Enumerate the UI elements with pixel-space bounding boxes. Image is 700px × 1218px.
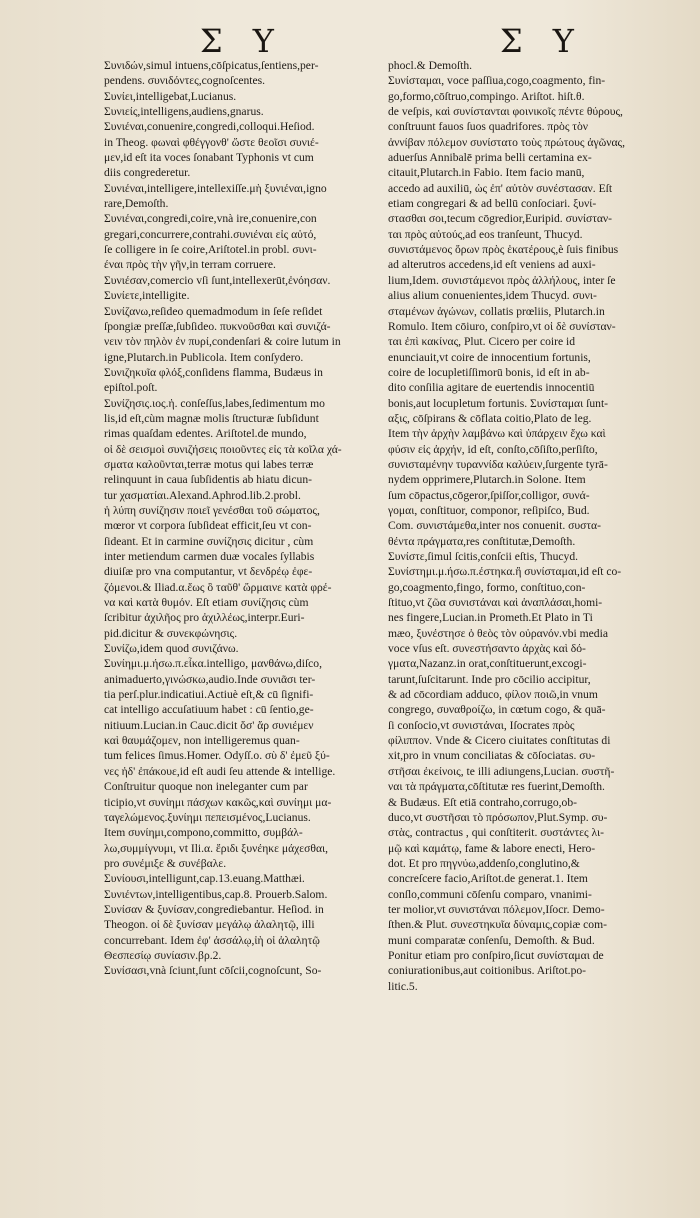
text-line: αξις, cōſpirans & cōflata coitio,Plato de leg. xyxy=(388,411,592,425)
text-line: citauit,Plutarch.in Fabio. Item facio manū, xyxy=(388,166,585,180)
header-letters-right: Σ Υ xyxy=(500,22,584,60)
text-line: Θεσπεσίῳ συνίασιν.βρ.2. xyxy=(104,948,222,962)
text-line: diis congrederetur. xyxy=(104,166,191,180)
text-line: conſtruunt fauos ſuos quadrifores. πρὸς τὸν xyxy=(388,120,589,134)
text-line: diuiſæ pro vna computantur, vt δενδρέῳ ἐφε- xyxy=(104,565,313,579)
text-line: λω,συμμίγνυμι, vt Ili.α. ἔριδι ξυνέηκε μάχεσθαι, xyxy=(104,841,329,855)
text-line: Com. συνιστάμεθα,inter nos conuenit. συστα- xyxy=(388,519,601,533)
text-line: ticipio,vt συνίημι πάσχων κακῶς,καὶ συνίημι μα- xyxy=(104,795,332,809)
text-line: nitiuum.Lucian.in Cauc.dicit ὅσ' ἄρ συνιέμεν xyxy=(104,718,314,732)
text-line: tarunt,ſuſcitarunt. Inde pro cōcilio accipitur, xyxy=(388,672,591,686)
text-line: aduerſus Annibalē prima belli certamina ex- xyxy=(388,151,592,165)
text-line: Συνίημι.μ.ήσω.π.εἶκα.intelligo, μανθάνω,diſco, xyxy=(104,657,323,671)
text-line: νες ἠδ' ἐπάκουε,id eſt audi ſeu attende & intellige. xyxy=(104,764,336,778)
text-line: ad alterutros accedens,id eſt veniens ad auxi- xyxy=(388,258,596,272)
text-line: ſcribitur ἀχιλῆος pro ἀχιλλέως,interpr.Euri- xyxy=(104,611,305,625)
text-line: go,coagmento,fingo, formo, conſtituo,con- xyxy=(388,580,586,594)
text-line: ζόμενοι.& Iliad.α.ἕως ὃ ταῦθ' ὥρμαινε κατὰ φρέ- xyxy=(104,580,332,594)
text-line: ſideant. Et in carmine συνίζησις dicitur , cùm xyxy=(104,534,314,548)
text-line: θέντα πράγματα,res conſtitutæ,Demoſth. xyxy=(388,534,576,548)
text-line: igne,Plutarch.in Publicola. Item conſydero. xyxy=(104,350,304,364)
text-line: pendens. συνιδόντες,cognoſcentes. xyxy=(104,74,266,88)
text-line: coire de locupletiſſimorū bonis, id eſt in ab- xyxy=(388,365,590,379)
text-line: Συνίσαν & ξυνίσαν,congrediebantur. Heſiod. in xyxy=(104,902,324,916)
text-line: Conſtruitur quoque non ineleganter cum par xyxy=(104,780,308,794)
text-line: epiſtol.poſt. xyxy=(104,381,158,395)
text-line: ſpongiæ preſſæ,ſubſideo. πυκνοῦσθαι καὶ συνιζά- xyxy=(104,319,331,333)
text-line: go,formo,cōſtruo,compingo. Ariſtot. hiſt.θ. xyxy=(388,89,585,103)
text-line: να καὶ κατὰ θυμόν. Eſt etiam συνίζησις cùm xyxy=(104,596,309,610)
text-line: pro συνέμιξε & συνέβαλε. xyxy=(104,856,227,870)
text-line: Συνίει,intelligebat,Lucianus. xyxy=(104,89,237,103)
text-line: ναι τὰ πράγματα,cōſtitutæ res fuerint,Demoſth. xyxy=(388,780,605,794)
text-line: σταμένων ἀγώνων, collatis prœliis, Plutarch.in xyxy=(388,304,605,318)
text-line: dot. Et pro πηγνύω,addenſo,conglutino,& xyxy=(388,856,580,870)
text-line: & Budæus. Eſt etiā contraho,corrugo,ob- xyxy=(388,795,578,809)
text-line: στὰς, contractus , qui conſtiterit. συστάντες λι- xyxy=(388,826,604,840)
header-letters-left: Σ Υ xyxy=(200,22,284,60)
text-line: relinquunt in caua ſubſidentis ab hiatu dicun- xyxy=(104,473,312,487)
text-line: μεν,id eſt ita voces ſonabant Typhonis vt cum xyxy=(104,151,314,165)
text-line: mœror vt corpora ſubſideat efficit,ſeu vt con- xyxy=(104,519,312,533)
text-line: ἡ λύπη συνίζησιν ποιεῖ γενέσθαι τοῦ σώματος, xyxy=(104,503,320,517)
text-line: lis,id eſt,cùm magnæ molis ſtructuræ ſubſidunt xyxy=(104,411,319,425)
text-line: σματα καλοῦνται,terræ motus qui labes terræ xyxy=(104,457,314,471)
text-line: Συνιέσαν,comercio vſi ſunt,intellexerūt,ἐνόησαν. xyxy=(104,273,331,287)
text-line: στῆσαι ἐκείνοις, te illi adiungens,Lucian. συστῆ- xyxy=(388,764,615,778)
text-line: Συνιδών,simul intuens,cōſpicatus,ſentiens,per- xyxy=(104,59,319,72)
text-line: ſe colligere in ſe coire,Ariſtotel.in probl. συνι- xyxy=(104,243,317,257)
text-line: Theogon. οἱ δὲ ξυνίσαν μεγάλῳ ἀλαλητῷ, illi xyxy=(104,918,315,932)
text-line: Συνίζησις.ιος.ἡ. conſeſſus,labes,ſedimentum mo xyxy=(104,396,325,410)
left-column xyxy=(104,58,376,979)
text-line: Συνιζηκυῖα φλόξ,conſidens flamma, Budæus in xyxy=(104,365,323,379)
text-line: Συνίζω,idem quod συνιζάνω. xyxy=(104,642,239,656)
text-line: Ponitur etiam pro conſpiro,ſicut συνίσταμαι de xyxy=(388,948,604,962)
text-line: etiam congregari & ad bellū conſociari. ξυνί- xyxy=(388,197,597,211)
text-line: φίλιππον. Vnde & Cicero ciuitates conſtitutas di xyxy=(388,734,611,748)
text-line: enunciauit,vt coire de innocentium fortunis, xyxy=(388,350,591,364)
text-line: coniurationibus,aut coitionibus. Ariſtot.po- xyxy=(388,964,587,978)
text-line: γματα,Nazanz.in orat,conſtituerunt,excogi- xyxy=(388,657,587,671)
text-line: alius alium conuenientes,idem Thucyd. συνι- xyxy=(388,289,597,303)
text-line: Συνιείς,intelligens,audiens,gnarus. xyxy=(104,105,264,119)
text-line: lium,Idem. συνιστάμενοι πρὸς ἀλλήλους, inter ſe xyxy=(388,273,616,287)
text-line: phocl.& Demoſth. xyxy=(388,59,473,72)
text-line: tur χασματίαι.Alexand.Aphrod.lib.2.probl. xyxy=(104,488,301,502)
text-line: concurrebant. Idem ἐφ' ἀσσάλῳ,ἰὴ οἱ ἀλαλητῷ xyxy=(104,933,320,947)
text-line: tia perſ.plur.indicatiui.Actiuè eſt,& cū ſignifi- xyxy=(104,688,314,702)
text-line: duco,vt συστῆσαι τὸ πρόσωπον,Plut.Symp. συ- xyxy=(388,810,608,824)
text-line: Συνίσταμαι, voce paſſiua,cogo,coagmento, fin- xyxy=(388,74,606,88)
text-line: in Theog. φωναὶ φθέγγονθ' ὥστε θεοῖσι συνιέ- xyxy=(104,135,319,149)
text-line: inter metiendum carmen duæ vocales ſyllabis xyxy=(104,550,315,563)
text-line: Item τὴν ἀρχὴν λαμβάνω καὶ ὑπάρχειν ἔχω καὶ xyxy=(388,427,606,441)
text-line: Συνιέναι,congredi,coire,vnà ire,conuenire,con xyxy=(104,212,317,226)
text-line: ἀννίβαν πόλεμον συνίστατο τοὺς πρώτους ἀγῶνας, xyxy=(388,135,626,149)
text-line: συνιστάμενος ὅρων πρὸς ἑκατέρους,è ſuis finibus xyxy=(388,243,619,257)
text-line: στασθαι σοι,tecum cōgredior,Euripid. συνίσταν- xyxy=(388,212,613,226)
text-line: & ad cōcordiam adduco, φίλον ποιῶ,in vnum xyxy=(388,688,598,702)
text-line: dito conſilia agitare de euertendis innocentiū xyxy=(388,381,595,395)
text-line: έναι πρὸς τὴν γῆν,in terram corruere. xyxy=(104,258,276,272)
text-line: ſi conſocio,vt συνιστάναι, Iſocrates πρὸς xyxy=(388,718,575,732)
text-line: concreſcere facio,Ariſtot.de generat.1. Item xyxy=(388,872,588,886)
text-line: ται ἐπὶ κακίνας, Plut. Cicero per coire id xyxy=(388,335,576,349)
text-line: συνισταμένην τυραννίδα καλύειν,ſurgente tyrā- xyxy=(388,457,608,471)
text-line: nydem opprimere,Plutarch.in Solone. Item xyxy=(388,473,586,487)
text-line: Item συνίημι,compono,committo, συμβάλ- xyxy=(104,826,303,840)
text-line: Συνίετε,intelligite. xyxy=(104,289,190,303)
text-line: xit,pro in vnum conciliatas & cōſociatas. συ- xyxy=(388,749,596,763)
text-line: gregari,concurrere,contrahi.συνιέναι εἰς αὐτό, xyxy=(104,227,317,241)
text-line: accedo ad auxiliū, ὡς ἐπ' αὐτὸν συνέστασαν. Eſt xyxy=(388,181,613,195)
text-line: ſthen.& Plut. συνεστηκυῖα δύναμις,copiæ com- xyxy=(388,918,607,932)
text-line: ταγελώμενος.ξυνίημι πεπεισμένος,Lucianus. xyxy=(104,810,311,824)
right-column xyxy=(388,58,660,994)
text-line: Συνιέντων,intelligentibus,cap.8. Prouerb.Salom. xyxy=(104,887,328,901)
text-line: litic.5. xyxy=(388,979,418,993)
text-line: Romulo. Item cōiuro, conſpiro,vt οἱ δὲ συνίσταν- xyxy=(388,319,616,333)
text-line: mæo, ξυνέστησε ὁ θεὸς τὸν οὐρανόν.vbi media xyxy=(388,626,608,640)
text-line: muni comparatæ conſenſu, Demoſth. & Bud. xyxy=(388,933,595,947)
text-line: Συνίστημι.μ.ήσω.π.έστηκα.ἢ συνίσταμαι,id eſt co- xyxy=(388,565,622,579)
text-line: animaduerto,γινώσκω,audio.Inde συνιᾶσι ter- xyxy=(104,672,316,686)
text-line: καὶ θαυμάζομεν, non intelligeremus quan- xyxy=(104,734,300,748)
text-line: rimas quaſdam edentes. Ariſtotel.de mundo, xyxy=(104,427,307,441)
text-line: ter molior,vt συνιστάναι πόλεμον,Iſocr. Demo- xyxy=(388,902,605,916)
text-line: tum felices ſimus.Homer. Odyſſ.ο. σὺ δ' ἐμεῦ ξύ- xyxy=(104,749,330,763)
text-line: Συνίσασι,vnà ſciunt,ſunt cōſcii,cognoſcunt, So- xyxy=(104,964,322,978)
text-line: Συνίστε,ſimul ſcitis,conſcii eſtis, Thucyd. xyxy=(388,550,579,563)
text-line: bonis,aut locupletum fortunis. Συνίσταμαι ſunt- xyxy=(388,396,609,410)
text-line: μῷ καὶ καμάτῳ, fame & labore enecti, Hero- xyxy=(388,841,596,855)
text-line: rare,Demoſth. xyxy=(104,197,169,211)
text-line: voce vſus eſt. συνεστήσαντο ἀρχὰς καὶ δό- xyxy=(388,642,586,656)
text-line: γομαι, conſtituor, componor, reſipiſco, Bud. xyxy=(388,503,590,517)
text-line: φύσιν εἰς ἀρχήν, id eſt, conſto,cōſiſto,perſiſto, xyxy=(388,442,598,456)
text-line: congrego, συναθροίζω, in cœtum cogo, & quā- xyxy=(388,703,606,717)
text-line: οἱ δὲ σεισμοὶ συνιζήσεις ποιοῦντες εἰς τὰ κοῖλα χά- xyxy=(104,442,342,456)
text-line: de veſpis, καὶ συνίστανται φοινικοῖς πέντε θύρους, xyxy=(388,105,623,119)
running-header xyxy=(0,22,700,58)
text-line: Συνίουσι,intelligunt,cap.13.euang.Matthæi. xyxy=(104,872,305,886)
text-line: Συνίζανω,reſideo quemadmodum in ſeſe reſidet xyxy=(104,304,323,318)
text-line: nes fingere,Lucian.in Prometh.Et Plato in Ti xyxy=(388,611,593,625)
text-line: ſum cōpactus,cōgeror,ſpiſſor,colligor, συνά- xyxy=(388,488,590,502)
text-line: νειν τὸν πηλὸν ἐν πυρί,condenſari & coire lutum in xyxy=(104,335,341,349)
text-line: cat intelligo accuſatiuum habet : cū ſentio,ge- xyxy=(104,703,314,717)
text-line: ſtituo,vt ζῶα συνιστάναι καὶ ἀναπλάσαι,homi- xyxy=(388,596,603,610)
text-line: Συνιέναι,intelligere,intellexiſſe.μὴ ξυνιέναι,igno xyxy=(104,181,327,195)
text-line: pid.dicitur & συνεκφώνησις. xyxy=(104,626,238,640)
text-line: conſlo,communi cōſenſu comparo, vnanimi- xyxy=(388,887,592,901)
text-line: Συνιέναι,conuenire,congredi,colloqui.Heſiod. xyxy=(104,120,315,134)
text-line: ται πρὸς αὐτούς,ad eos tranſeunt, Thucyd. xyxy=(388,227,583,241)
